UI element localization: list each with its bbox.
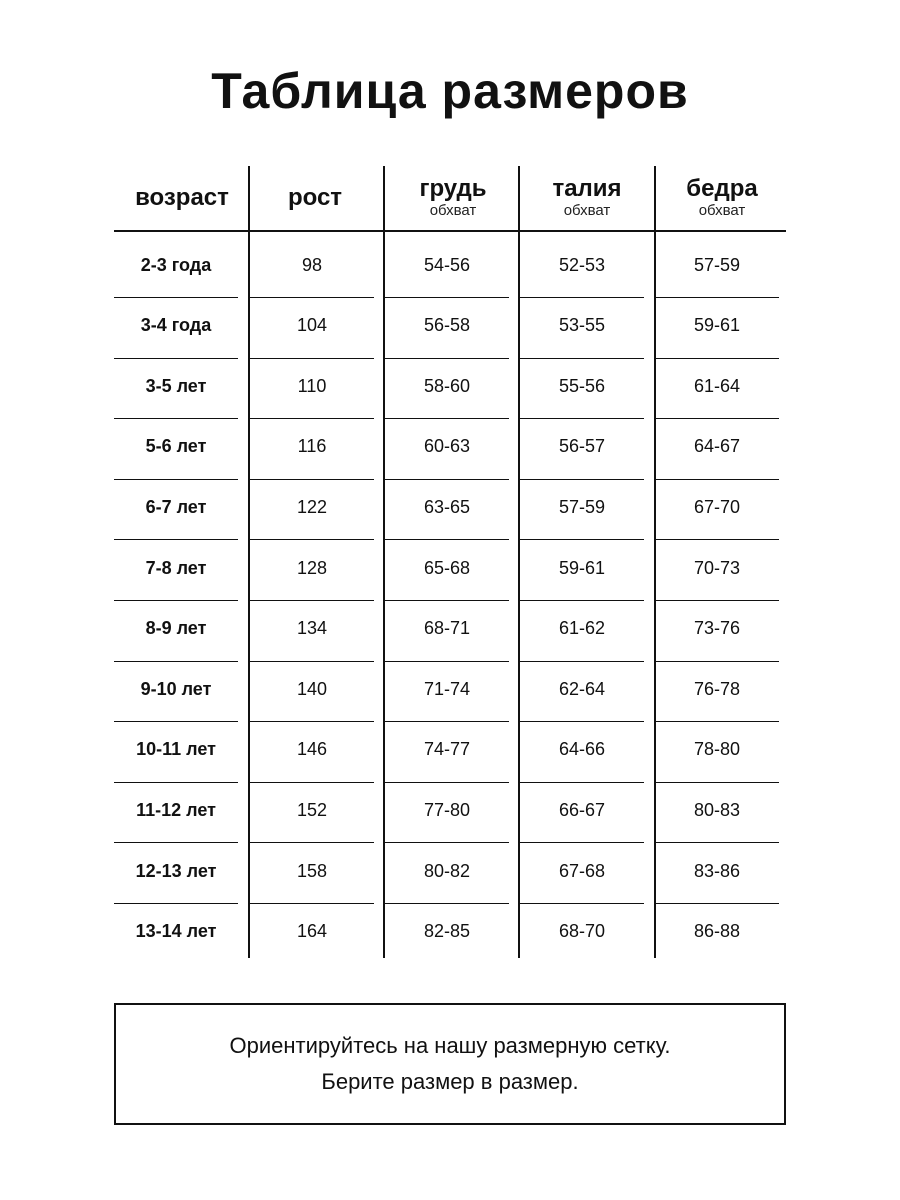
row-separator bbox=[520, 539, 644, 540]
table-row bbox=[114, 724, 786, 785]
cell-height bbox=[250, 542, 374, 594]
cell-hips bbox=[655, 360, 779, 412]
cell-age bbox=[114, 360, 238, 412]
header-waist bbox=[522, 166, 652, 230]
note-line-1: Ориентируйтесь на нашу размерную сетку. bbox=[229, 1033, 671, 1058]
cell-age bbox=[114, 239, 238, 291]
row-separator bbox=[250, 418, 374, 419]
row-separator bbox=[385, 782, 509, 783]
cell-height bbox=[250, 239, 374, 291]
cell-value: 62-64 bbox=[558, 678, 606, 699]
header-label: возраст bbox=[135, 184, 229, 211]
row-separator bbox=[114, 297, 238, 298]
row-separator bbox=[114, 479, 238, 480]
row-separator bbox=[655, 358, 779, 359]
cell-chest bbox=[385, 663, 509, 715]
cell-hips bbox=[655, 603, 779, 655]
cell-height bbox=[250, 300, 374, 352]
cell-waist bbox=[520, 663, 644, 715]
cell-value: 55-56 bbox=[558, 375, 606, 396]
row-separator bbox=[385, 479, 509, 480]
cell-waist bbox=[520, 239, 644, 291]
note-line-2: Берите размер в размер. bbox=[321, 1069, 579, 1094]
row-separator bbox=[250, 661, 374, 662]
cell-chest bbox=[385, 239, 509, 291]
cell-value: 128 bbox=[296, 557, 328, 578]
cell-height bbox=[250, 845, 374, 897]
cell-value: 64-67 bbox=[693, 436, 741, 457]
header-age bbox=[117, 166, 247, 230]
cell-height bbox=[250, 360, 374, 412]
cell-value: 66-67 bbox=[558, 799, 606, 820]
header-label: талия bbox=[552, 175, 622, 202]
table-row bbox=[114, 239, 786, 300]
cell-value: 98 bbox=[301, 254, 323, 275]
table-row bbox=[114, 603, 786, 664]
cell-value: 122 bbox=[296, 496, 328, 517]
cell-value: 13-14 лет bbox=[135, 921, 217, 942]
cell-value: 11-12 лет bbox=[136, 799, 216, 820]
cell-age bbox=[114, 542, 238, 594]
cell-age bbox=[114, 906, 238, 958]
cell-value: 67-70 bbox=[693, 496, 741, 517]
cell-height bbox=[250, 481, 374, 533]
cell-value: 164 bbox=[296, 921, 328, 942]
page-title: Таблица размеров bbox=[211, 63, 689, 119]
row-separator bbox=[114, 358, 238, 359]
row-separator bbox=[520, 297, 644, 298]
cell-value: 64-66 bbox=[558, 739, 606, 760]
cell-value: 80-82 bbox=[423, 860, 471, 881]
row-separator bbox=[385, 358, 509, 359]
cell-age bbox=[114, 300, 238, 352]
row-separator bbox=[655, 418, 779, 419]
cell-waist bbox=[520, 542, 644, 594]
cell-value: 58-60 bbox=[423, 375, 471, 396]
cell-hips bbox=[655, 239, 779, 291]
cell-hips bbox=[655, 300, 779, 352]
row-separator bbox=[655, 297, 779, 298]
row-separator bbox=[385, 721, 509, 722]
row-separator bbox=[250, 297, 374, 298]
cell-value: 80-83 bbox=[693, 799, 741, 820]
cell-waist bbox=[520, 906, 644, 958]
cell-value: 57-59 bbox=[558, 496, 606, 517]
cell-height bbox=[250, 663, 374, 715]
cell-value: 116 bbox=[297, 436, 327, 457]
cell-hips bbox=[655, 542, 779, 594]
cell-value: 71-74 bbox=[423, 678, 471, 699]
cell-value: 86-88 bbox=[693, 921, 741, 942]
cell-value: 59-61 bbox=[558, 557, 606, 578]
cell-value: 77-80 bbox=[423, 799, 471, 820]
cell-value: 61-64 bbox=[693, 375, 741, 396]
header-divider bbox=[114, 230, 786, 232]
row-separator bbox=[655, 539, 779, 540]
row-separator bbox=[520, 661, 644, 662]
cell-value: 104 bbox=[296, 315, 328, 336]
cell-value: 8-9 лет bbox=[145, 618, 207, 639]
cell-age bbox=[114, 845, 238, 897]
cell-value: 158 bbox=[296, 860, 328, 881]
row-separator bbox=[385, 297, 509, 298]
cell-value: 3-5 лет bbox=[145, 375, 207, 396]
cell-value: 110 bbox=[297, 375, 327, 396]
cell-value: 9-10 лет bbox=[140, 678, 212, 699]
cell-value: 68-71 bbox=[423, 618, 471, 639]
cell-value: 65-68 bbox=[423, 557, 471, 578]
cell-value: 53-55 bbox=[558, 315, 606, 336]
row-separator bbox=[114, 600, 238, 601]
cell-value: 3-4 года bbox=[140, 315, 212, 336]
cell-hips bbox=[655, 663, 779, 715]
size-table bbox=[114, 166, 786, 958]
cell-age bbox=[114, 663, 238, 715]
row-separator bbox=[520, 782, 644, 783]
table-row bbox=[114, 421, 786, 482]
cell-height bbox=[250, 421, 374, 473]
cell-waist bbox=[520, 845, 644, 897]
header-sublabel: обхват bbox=[429, 202, 477, 219]
cell-value: 54-56 bbox=[423, 254, 471, 275]
row-separator bbox=[520, 721, 644, 722]
cell-height bbox=[250, 603, 374, 655]
row-separator bbox=[114, 842, 238, 843]
row-separator bbox=[385, 903, 509, 904]
row-separator bbox=[385, 600, 509, 601]
row-separator bbox=[250, 721, 374, 722]
cell-chest bbox=[385, 784, 509, 836]
row-separator bbox=[385, 661, 509, 662]
row-separator bbox=[655, 479, 779, 480]
row-separator bbox=[520, 600, 644, 601]
cell-age bbox=[114, 603, 238, 655]
row-separator bbox=[250, 903, 374, 904]
cell-value: 68-70 bbox=[558, 921, 606, 942]
row-separator bbox=[114, 661, 238, 662]
cell-chest bbox=[385, 300, 509, 352]
table-row bbox=[114, 845, 786, 906]
row-separator bbox=[520, 479, 644, 480]
table-row bbox=[114, 784, 786, 845]
header-hips bbox=[657, 166, 787, 230]
cell-value: 10-11 лет bbox=[136, 739, 216, 760]
cell-age bbox=[114, 481, 238, 533]
cell-hips bbox=[655, 784, 779, 836]
cell-value: 83-86 bbox=[693, 860, 741, 881]
cell-age bbox=[114, 724, 238, 776]
row-separator bbox=[114, 418, 238, 419]
table-row bbox=[114, 542, 786, 603]
cell-height bbox=[250, 784, 374, 836]
cell-waist bbox=[520, 784, 644, 836]
header-chest bbox=[388, 166, 518, 230]
cell-waist bbox=[520, 300, 644, 352]
cell-value: 76-78 bbox=[693, 678, 741, 699]
row-separator bbox=[250, 358, 374, 359]
cell-value: 70-73 bbox=[693, 557, 741, 578]
cell-age bbox=[114, 784, 238, 836]
cell-value: 78-80 bbox=[693, 739, 741, 760]
cell-value: 7-8 лет bbox=[145, 557, 207, 578]
row-separator bbox=[520, 358, 644, 359]
table-row bbox=[114, 663, 786, 724]
cell-waist bbox=[520, 421, 644, 473]
cell-value: 140 bbox=[296, 678, 328, 699]
row-separator bbox=[250, 600, 374, 601]
cell-value: 52-53 bbox=[558, 254, 606, 275]
note-box bbox=[114, 1003, 786, 1125]
header-label: грудь bbox=[419, 175, 487, 202]
cell-hips bbox=[655, 481, 779, 533]
header-label: бедра bbox=[686, 175, 758, 202]
cell-value: 5-6 лет bbox=[145, 436, 207, 457]
row-separator bbox=[114, 539, 238, 540]
cell-value: 61-62 bbox=[558, 618, 606, 639]
cell-height bbox=[250, 906, 374, 958]
row-separator bbox=[655, 842, 779, 843]
cell-waist bbox=[520, 360, 644, 412]
row-separator bbox=[114, 721, 238, 722]
cell-waist bbox=[520, 603, 644, 655]
header-height bbox=[250, 166, 380, 230]
row-separator bbox=[655, 782, 779, 783]
cell-chest bbox=[385, 421, 509, 473]
row-separator bbox=[250, 539, 374, 540]
row-separator bbox=[520, 842, 644, 843]
table-row bbox=[114, 360, 786, 421]
row-separator bbox=[655, 903, 779, 904]
cell-value: 60-63 bbox=[423, 436, 471, 457]
cell-chest bbox=[385, 360, 509, 412]
cell-hips bbox=[655, 906, 779, 958]
cell-hips bbox=[655, 845, 779, 897]
cell-value: 59-61 bbox=[693, 315, 741, 336]
cell-value: 56-57 bbox=[558, 436, 606, 457]
header-label: рост bbox=[287, 184, 343, 211]
row-separator bbox=[520, 418, 644, 419]
row-separator bbox=[655, 721, 779, 722]
cell-chest bbox=[385, 603, 509, 655]
row-separator bbox=[385, 842, 509, 843]
row-separator bbox=[520, 903, 644, 904]
cell-value: 56-58 bbox=[423, 315, 471, 336]
row-separator bbox=[655, 600, 779, 601]
cell-height bbox=[250, 724, 374, 776]
header-sublabel: обхват bbox=[563, 202, 611, 219]
header-sublabel: обхват bbox=[698, 202, 746, 219]
cell-value: 2-3 года bbox=[140, 254, 212, 275]
cell-value: 12-13 лет bbox=[135, 860, 217, 881]
table-row bbox=[114, 906, 786, 967]
cell-value: 152 bbox=[296, 799, 328, 820]
cell-value: 67-68 bbox=[558, 860, 606, 881]
cell-hips bbox=[655, 421, 779, 473]
cell-value: 134 bbox=[296, 618, 328, 639]
row-separator bbox=[385, 539, 509, 540]
row-separator bbox=[250, 842, 374, 843]
cell-chest bbox=[385, 906, 509, 958]
row-separator bbox=[655, 661, 779, 662]
cell-hips bbox=[655, 724, 779, 776]
cell-value: 82-85 bbox=[423, 921, 471, 942]
cell-value: 57-59 bbox=[693, 254, 741, 275]
cell-chest bbox=[385, 542, 509, 594]
cell-value: 146 bbox=[296, 739, 328, 760]
cell-chest bbox=[385, 845, 509, 897]
row-separator bbox=[250, 479, 374, 480]
cell-waist bbox=[520, 481, 644, 533]
row-separator bbox=[385, 418, 509, 419]
row-separator bbox=[114, 782, 238, 783]
table-row bbox=[114, 481, 786, 542]
cell-waist bbox=[520, 724, 644, 776]
row-separator bbox=[250, 782, 374, 783]
cell-value: 6-7 лет bbox=[145, 496, 207, 517]
table-row bbox=[114, 300, 786, 361]
cell-chest bbox=[385, 481, 509, 533]
cell-age bbox=[114, 421, 238, 473]
cell-chest bbox=[385, 724, 509, 776]
cell-value: 63-65 bbox=[423, 496, 471, 517]
cell-value: 74-77 bbox=[423, 739, 471, 760]
row-separator bbox=[114, 903, 238, 904]
cell-value: 73-76 bbox=[693, 618, 741, 639]
